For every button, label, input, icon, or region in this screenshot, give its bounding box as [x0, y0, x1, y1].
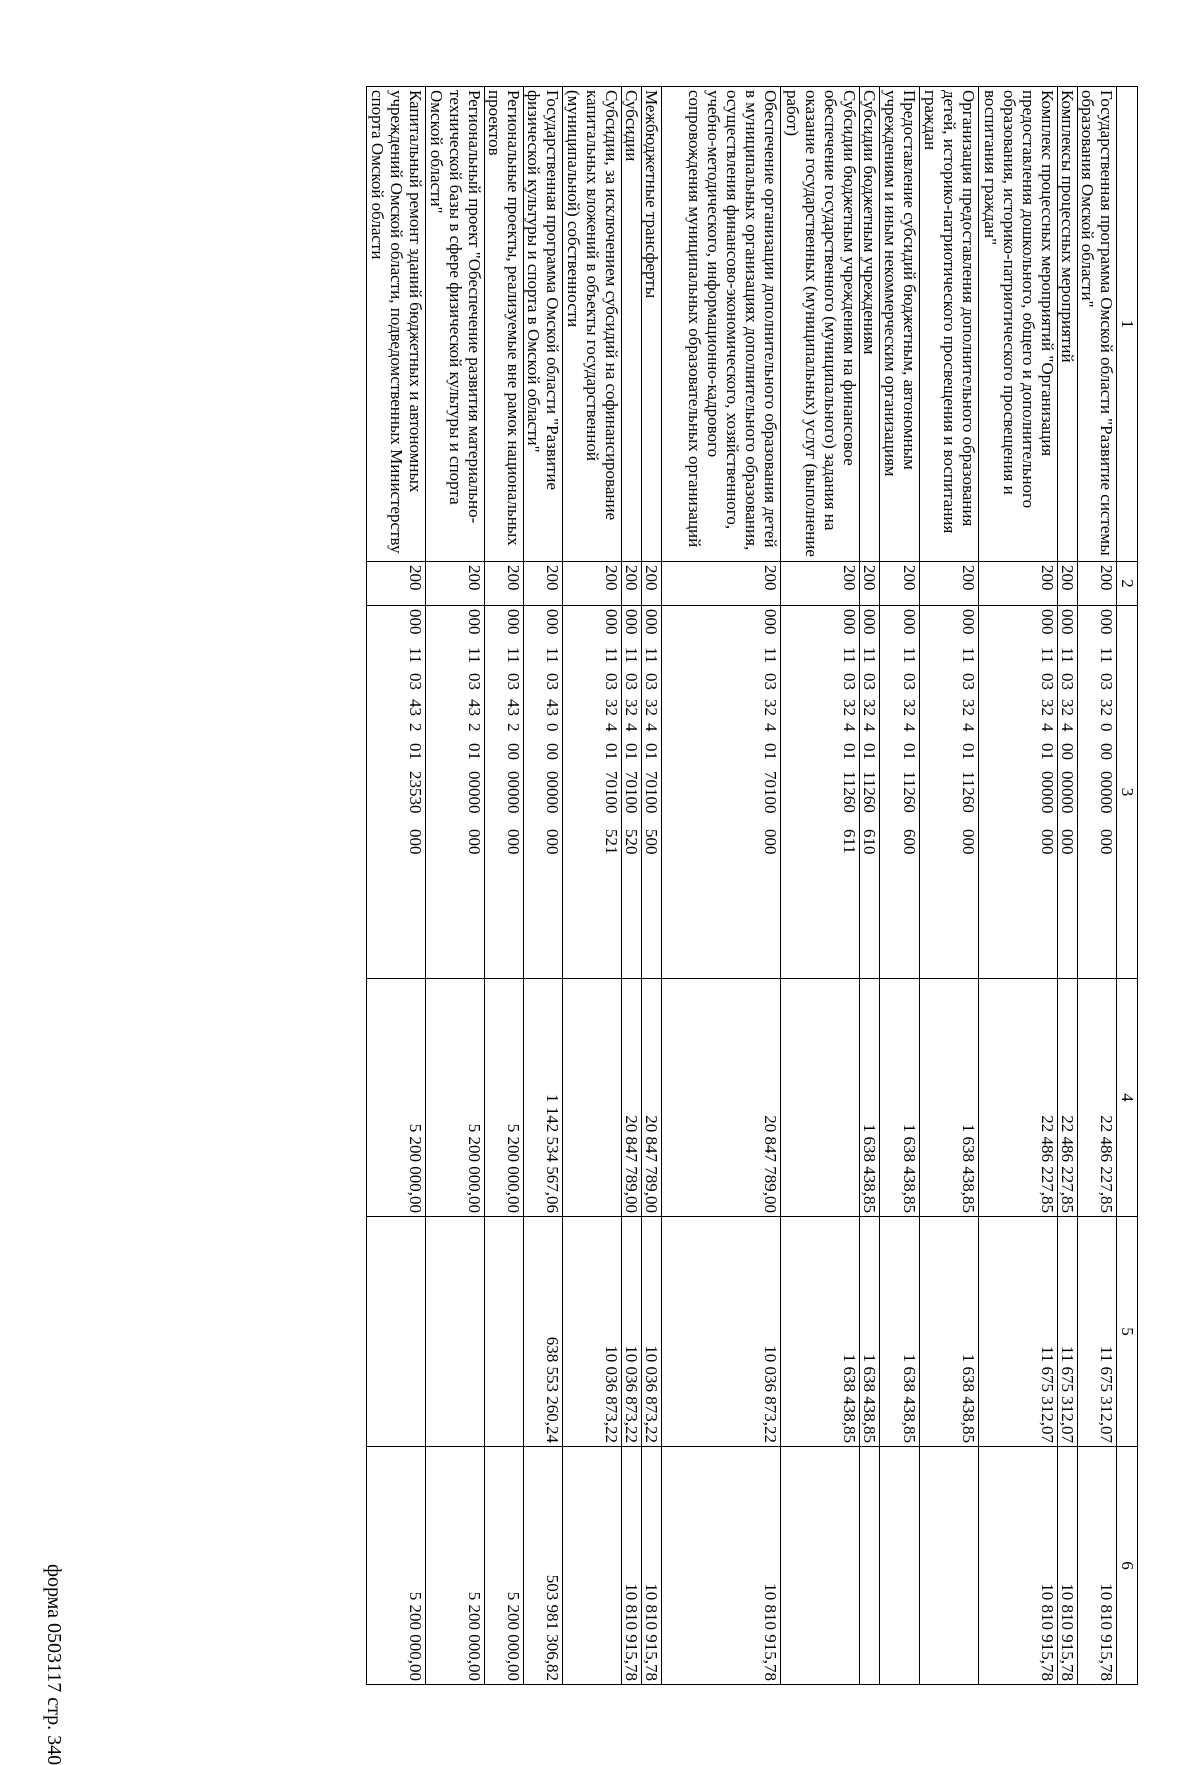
code-part: 2	[406, 723, 425, 732]
code-part: 11	[1038, 647, 1057, 664]
code-part: 03	[622, 673, 641, 690]
line-code: 200	[622, 562, 642, 606]
line-code: 200	[367, 562, 426, 606]
code-part: 11	[406, 647, 425, 664]
unexecuted-amount: 10 810 915,78	[1058, 1447, 1078, 1685]
executed-amount: 10 036 873,22	[642, 1217, 662, 1447]
approved-amount: 22 486 227,85	[1058, 979, 1078, 1217]
executed-amount: 11 675 312,07	[979, 1217, 1058, 1447]
row-name: Предоставление субсидий бюджетным, автономным учреждениям и иным некоммерческим организациям	[880, 87, 920, 562]
code-part: 000	[504, 609, 523, 635]
line-code: 200	[426, 562, 485, 606]
code-part: 11	[959, 647, 978, 664]
code-part: 01	[761, 743, 780, 760]
approved-amount	[781, 979, 860, 1217]
row-name: Субсидии	[622, 87, 642, 562]
code-part: 520	[622, 829, 641, 855]
executed-amount: 10 036 873,22	[622, 1217, 642, 1447]
row-name: Субсидии бюджетным учреждениям на финансовое обеспечение государственного (муниципального) задания на оказание государственных (муниципальных) услуг (выполнение работ)	[781, 87, 860, 562]
approved-amount: 5 200 000,00	[485, 979, 524, 1217]
code-part: 01	[860, 743, 879, 760]
code-part: 03	[1058, 673, 1077, 690]
table-row	[880, 87, 920, 1685]
table-row	[860, 87, 880, 1685]
budget-classification-code	[979, 606, 1058, 979]
code-part: 4	[840, 723, 859, 732]
table-row	[622, 87, 642, 1685]
code-part: 43	[543, 699, 562, 716]
row-name: Комплексы процессных мероприятий	[1058, 87, 1078, 562]
code-part: 00	[1058, 743, 1077, 760]
code-part: 01	[840, 743, 859, 760]
row-name: Региональные проекты, реализуемые вне рамок национальных проектов	[485, 87, 524, 562]
row-name: Обеспечение организации дополнительного образования детей в муниципальных организациях дополнительного образования, осуществления финансово-экономического, хозяйственного, учебно-методического, информационно-кадрового сопровождения муниципальных образовательных организаций	[662, 87, 781, 562]
table-row	[563, 87, 622, 1685]
column-header: 2	[1117, 562, 1138, 606]
code-part: 11	[504, 647, 523, 664]
line-code: 200	[642, 562, 662, 606]
code-part: 32	[761, 699, 780, 716]
code-part: 03	[1038, 673, 1057, 690]
table-row	[642, 87, 662, 1685]
row-name: Капитальный ремонт зданий бюджетных и автономных учреждений Омской области, подведомственных Министерству спорта Омской области	[367, 87, 426, 562]
report-table	[366, 86, 1138, 1685]
unexecuted-amount: 10 810 915,78	[1078, 1447, 1117, 1685]
code-part: 11	[840, 647, 859, 664]
column-header: 4	[1117, 979, 1138, 1217]
executed-amount	[367, 1217, 426, 1447]
code-part: 000	[840, 609, 859, 635]
approved-amount: 1 638 438,85	[860, 979, 880, 1217]
executed-amount: 11 675 312,07	[1058, 1217, 1078, 1447]
code-part: 03	[959, 673, 978, 690]
unexecuted-amount: 10 810 915,78	[642, 1447, 662, 1685]
code-part: 4	[860, 723, 879, 732]
code-part: 03	[860, 673, 879, 690]
code-part: 32	[1038, 699, 1057, 716]
code-part: 11	[1097, 647, 1116, 664]
table-row	[367, 87, 426, 1685]
budget-classification-code	[662, 606, 781, 979]
code-part: 01	[959, 743, 978, 760]
executed-amount: 1 638 438,85	[860, 1217, 880, 1447]
approved-amount: 20 847 789,00	[642, 979, 662, 1217]
code-part: 00000	[543, 771, 562, 814]
budget-classification-code	[563, 606, 622, 979]
code-part: 11	[860, 647, 879, 664]
code-part: 03	[761, 673, 780, 690]
code-part: 32	[959, 699, 978, 716]
unexecuted-amount	[781, 1447, 860, 1685]
approved-amount: 1 142 534 567,06	[524, 979, 563, 1217]
executed-amount: 1 638 438,85	[880, 1217, 920, 1447]
code-part: 2	[465, 723, 484, 732]
approved-amount: 20 847 789,00	[662, 979, 781, 1217]
code-part: 11260	[840, 771, 859, 813]
code-part: 4	[642, 723, 661, 732]
unexecuted-amount	[860, 1447, 880, 1685]
line-code: 200	[485, 562, 524, 606]
executed-amount: 1 638 438,85	[920, 1217, 979, 1447]
table-row	[485, 87, 524, 1685]
table-header-row	[1117, 87, 1138, 1685]
approved-amount: 22 486 227,85	[1078, 979, 1117, 1217]
unexecuted-amount: 5 200 000,00	[426, 1447, 485, 1685]
table-row	[524, 87, 563, 1685]
code-part: 03	[642, 673, 661, 690]
budget-classification-code	[524, 606, 563, 979]
code-part: 00000	[1058, 771, 1077, 814]
code-part: 610	[860, 829, 879, 855]
code-part: 4	[622, 723, 641, 732]
approved-amount: 5 200 000,00	[367, 979, 426, 1217]
code-part: 00000	[1038, 771, 1057, 814]
budget-classification-code	[880, 606, 920, 979]
code-part: 11	[465, 647, 484, 664]
code-part: 32	[900, 699, 919, 716]
code-part: 03	[840, 673, 859, 690]
code-part: 11260	[900, 771, 919, 813]
line-code: 200	[1058, 562, 1078, 606]
budget-classification-code	[367, 606, 426, 979]
code-part: 03	[543, 673, 562, 690]
code-part: 4	[900, 723, 919, 732]
code-part: 70100	[602, 771, 621, 814]
code-part: 03	[504, 673, 523, 690]
approved-amount: 5 200 000,00	[426, 979, 485, 1217]
budget-classification-code	[1058, 606, 1078, 979]
column-header: 5	[1117, 1217, 1138, 1447]
executed-amount	[426, 1217, 485, 1447]
code-part: 01	[642, 743, 661, 760]
code-part: 4	[959, 723, 978, 732]
column-header: 1	[1117, 87, 1138, 562]
executed-amount	[485, 1217, 524, 1447]
budget-classification-code	[426, 606, 485, 979]
code-part: 000	[959, 829, 978, 855]
code-part: 4	[602, 723, 621, 732]
executed-amount: 10 036 873,22	[563, 1217, 622, 1447]
code-part: 32	[622, 699, 641, 716]
code-part: 11	[761, 647, 780, 664]
unexecuted-amount	[920, 1447, 979, 1685]
row-name: Государственная программа Омской области "Развитие системы образования Омской области"	[1078, 87, 1117, 562]
code-part: 01	[1038, 743, 1057, 760]
code-part: 0	[1097, 723, 1116, 732]
approved-amount	[563, 979, 622, 1217]
code-part: 43	[465, 699, 484, 716]
executed-amount: 638 553 260,24	[524, 1217, 563, 1447]
line-code: 200	[524, 562, 563, 606]
code-part: 32	[602, 699, 621, 716]
code-part: 11	[1058, 647, 1077, 664]
budget-classification-code	[642, 606, 662, 979]
code-part: 03	[900, 673, 919, 690]
code-part: 000	[1058, 609, 1077, 635]
code-part: 500	[642, 829, 661, 855]
unexecuted-amount: 10 810 915,78	[979, 1447, 1058, 1685]
column-header: 3	[1117, 606, 1138, 979]
table-row	[781, 87, 860, 1685]
code-part: 000	[406, 829, 425, 855]
code-part: 0	[543, 723, 562, 732]
line-code: 200	[781, 562, 860, 606]
code-part: 4	[761, 723, 780, 732]
approved-amount: 1 638 438,85	[880, 979, 920, 1217]
code-part: 000	[622, 609, 641, 635]
code-part: 000	[1097, 829, 1116, 855]
budget-classification-code	[920, 606, 979, 979]
code-part: 4	[1038, 723, 1057, 732]
line-code: 200	[860, 562, 880, 606]
code-part: 32	[840, 699, 859, 716]
approved-amount: 1 638 438,85	[920, 979, 979, 1217]
code-part: 70100	[622, 771, 641, 814]
code-part: 03	[1097, 673, 1116, 690]
code-part: 000	[543, 829, 562, 855]
approved-amount: 20 847 789,00	[622, 979, 642, 1217]
table-row	[662, 87, 781, 1685]
budget-classification-code	[1078, 606, 1117, 979]
row-name: Субсидии бюджетным учреждениям	[860, 87, 880, 562]
code-part: 11	[543, 647, 562, 664]
line-code: 200	[920, 562, 979, 606]
code-part: 23530	[406, 771, 425, 814]
code-part: 03	[465, 673, 484, 690]
budget-classification-code	[622, 606, 642, 979]
executed-amount: 1 638 438,85	[781, 1217, 860, 1447]
code-part: 00000	[504, 771, 523, 814]
code-part: 000	[1038, 829, 1057, 855]
table-row	[979, 87, 1058, 1685]
code-part: 000	[860, 609, 879, 635]
code-part: 70100	[761, 771, 780, 814]
code-part: 11	[602, 647, 621, 664]
unexecuted-amount: 503 981 306,82	[524, 1447, 563, 1685]
code-part: 43	[504, 699, 523, 716]
code-part: 01	[406, 743, 425, 760]
line-code: 200	[1078, 562, 1117, 606]
code-part: 000	[1038, 609, 1057, 635]
line-code: 200	[563, 562, 622, 606]
code-part: 000	[406, 609, 425, 635]
line-code: 200	[880, 562, 920, 606]
unexecuted-amount: 5 200 000,00	[367, 1447, 426, 1685]
code-part: 000	[465, 829, 484, 855]
code-part: 00000	[465, 771, 484, 814]
code-part: 11260	[860, 771, 879, 813]
executed-amount: 10 036 873,22	[662, 1217, 781, 1447]
code-part: 00	[543, 743, 562, 760]
row-name: Межбюджетные трансферты	[642, 87, 662, 562]
code-part: 11	[642, 647, 661, 664]
code-part: 000	[761, 829, 780, 855]
code-part: 000	[1097, 609, 1116, 635]
column-header: 6	[1117, 1447, 1138, 1685]
budget-classification-code	[860, 606, 880, 979]
code-part: 00	[504, 743, 523, 760]
code-part: 11	[622, 647, 641, 664]
budget-classification-code	[485, 606, 524, 979]
row-name: Организация предоставления дополнительного образования детей, историко-патриотического просвещения и воспитания граждан	[920, 87, 979, 562]
line-code: 200	[662, 562, 781, 606]
code-part: 32	[1097, 699, 1116, 716]
code-part: 000	[504, 829, 523, 855]
code-part: 01	[900, 743, 919, 760]
budget-classification-code	[781, 606, 860, 979]
code-part: 11260	[959, 771, 978, 813]
code-part: 01	[622, 743, 641, 760]
code-part: 000	[602, 609, 621, 635]
code-part: 00	[1097, 743, 1116, 760]
line-code: 200	[979, 562, 1058, 606]
code-part: 521	[602, 829, 621, 855]
code-part: 03	[602, 673, 621, 690]
row-name: Региональный проект "Обеспечение развития материально-технической базы в сфере физической культуры и спорта Омской области"	[426, 87, 485, 562]
row-name: Субсидии, за исключением субсидий на софинансирование капитальных вложений в объекты государственной (муниципальной) собственности	[563, 87, 622, 562]
code-part: 000	[642, 609, 661, 635]
code-part: 03	[406, 673, 425, 690]
row-name: Комплекс процессных мероприятий "Организация предоставления дошкольного, общего и дополнительного образования, историко-патриотического просвещения и воспитания граждан"	[979, 87, 1058, 562]
code-part: 000	[465, 609, 484, 635]
unexecuted-amount	[563, 1447, 622, 1685]
table-row	[426, 87, 485, 1685]
code-part: 11	[900, 647, 919, 664]
table-row	[1078, 87, 1117, 1685]
code-part: 000	[1058, 829, 1077, 855]
code-part: 4	[1058, 723, 1077, 732]
code-part: 01	[465, 743, 484, 760]
code-part: 32	[860, 699, 879, 716]
approved-amount: 22 486 227,85	[979, 979, 1058, 1217]
code-part: 00000	[1097, 771, 1116, 814]
table-row	[920, 87, 979, 1685]
code-part: 600	[900, 829, 919, 855]
code-part: 43	[406, 699, 425, 716]
row-name: Государственная программа Омской области "Развитие физической культуры и спорта в Омской области"	[524, 87, 563, 562]
unexecuted-amount	[880, 1447, 920, 1685]
code-part: 32	[642, 699, 661, 716]
executed-amount: 11 675 312,07	[1078, 1217, 1117, 1447]
code-part: 000	[761, 609, 780, 635]
code-part: 000	[900, 609, 919, 635]
unexecuted-amount: 10 810 915,78	[622, 1447, 642, 1685]
code-part: 01	[602, 743, 621, 760]
code-part: 000	[959, 609, 978, 635]
unexecuted-amount: 5 200 000,00	[485, 1447, 524, 1685]
code-part: 000	[543, 609, 562, 635]
form-number-note: форма 0503117 стр. 340	[43, 1564, 65, 1765]
code-part: 2	[504, 723, 523, 732]
code-part: 611	[840, 829, 859, 854]
code-part: 32	[1058, 699, 1077, 716]
code-part: 70100	[642, 771, 661, 814]
unexecuted-amount: 10 810 915,78	[662, 1447, 781, 1685]
table-row	[1058, 87, 1078, 1685]
